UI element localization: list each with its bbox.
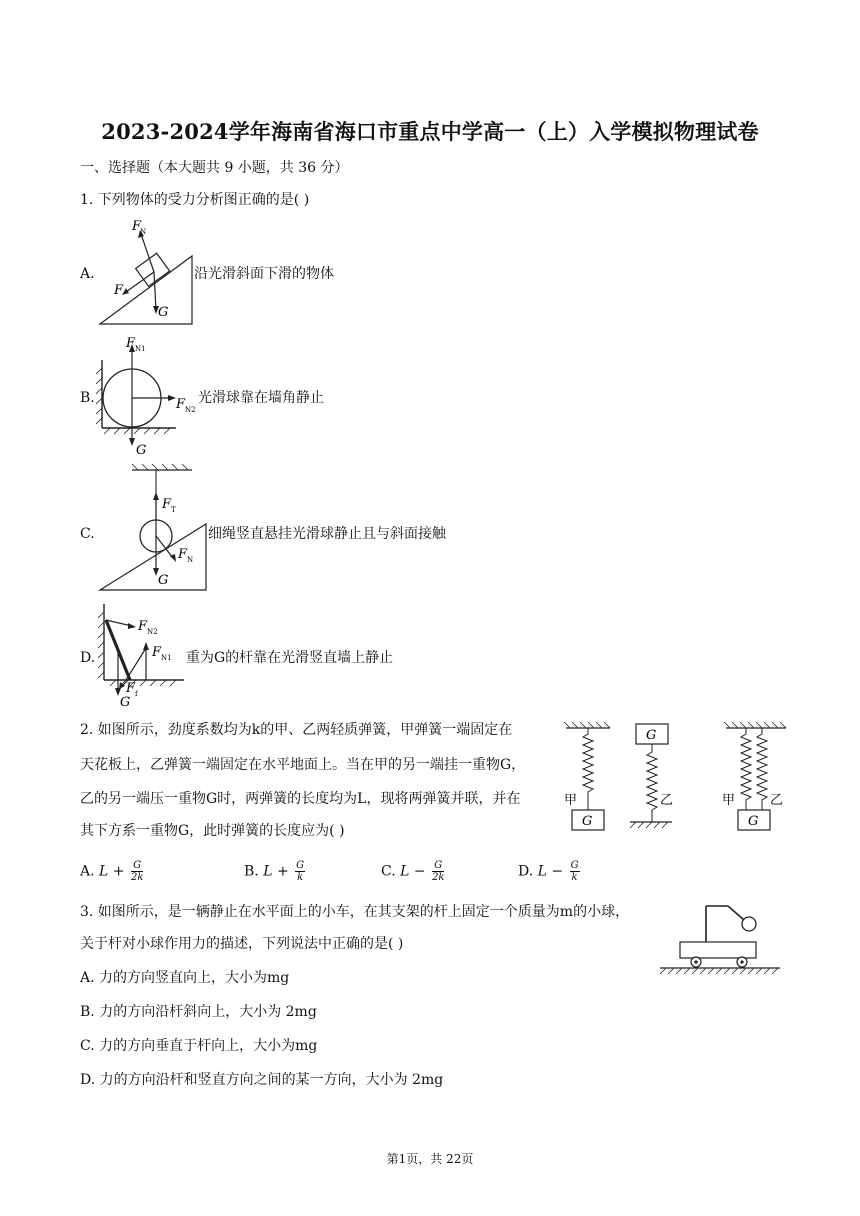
label-ff-sub: f bbox=[135, 690, 138, 698]
label-fn2-sub: N2 bbox=[185, 406, 196, 414]
q2-option-b: B. L + $\frac{G}{k}$ bbox=[244, 860, 305, 883]
label-fn2-sub: N2 bbox=[147, 628, 158, 636]
q2-line-3: 乙的另一端压一重物G时，两弹簧的长度均为L，现将两弹簧并联，并在 bbox=[80, 791, 521, 807]
page-footer: 第1页，共 22页 bbox=[386, 1152, 474, 1166]
q1-option-b-letter: B. bbox=[80, 390, 95, 406]
label-fn1-sub: N1 bbox=[161, 654, 172, 662]
q2-line-1: 2. 如图所示，劲度系数均为k的甲、乙两轻质弹簧，甲弹簧一端固定在 bbox=[80, 722, 513, 738]
q1-figure-d bbox=[96, 600, 188, 712]
q1-option-b-text: 光滑球靠在墙角静止 bbox=[198, 390, 324, 406]
label-ft: F bbox=[162, 497, 172, 512]
section-heading: 一、选择题（本大题共 9 小题，共 36 分） bbox=[80, 160, 349, 176]
q2-figure-springs bbox=[560, 718, 792, 836]
q3-figure-cart bbox=[656, 900, 784, 980]
q2-line-2: 天花板上，乙弹簧一端固定在水平地面上。当在甲的另一端挂一重物G， bbox=[80, 757, 526, 773]
q3-option-a: A. 力的方向竖直向上，大小为mg bbox=[80, 970, 290, 986]
label-g: G bbox=[748, 814, 759, 829]
label-yi: 乙 bbox=[660, 793, 674, 808]
label-g: G bbox=[646, 728, 657, 743]
label-fn1: F bbox=[152, 645, 162, 660]
q3-option-c: C. 力的方向垂直于杆向上，大小为mg bbox=[80, 1038, 318, 1054]
question-1-stem: 1. 下列物体的受力分析图正确的是( ) bbox=[80, 192, 310, 208]
label-g: G bbox=[120, 695, 131, 710]
label-g: G bbox=[158, 573, 169, 588]
q1-option-a-text: 沿光滑斜面下滑的物体 bbox=[194, 266, 334, 282]
label-jia: 甲 bbox=[722, 793, 736, 808]
q1-option-a-letter: A. bbox=[80, 266, 95, 282]
label-fn2: F bbox=[138, 619, 148, 634]
q2-line-4: 其下方系一重物G，此时弹簧的长度应为( ) bbox=[80, 823, 345, 839]
q2-option-c: C. L − $\frac{G}{2k}$ bbox=[381, 860, 445, 883]
q3-line-1: 3. 如图所示，是一辆静止在水平面上的小车，在其支架的杆上固定一个质量为m的小球， bbox=[80, 904, 630, 920]
q1-option-c-letter: C. bbox=[80, 526, 95, 542]
q1-option-c-text: 细绳竖直悬挂光滑球静止且与斜面接触 bbox=[208, 526, 446, 542]
label-ff: F bbox=[126, 681, 136, 696]
label-fn: F bbox=[178, 547, 188, 562]
label-ft-sub: T bbox=[171, 506, 176, 514]
label-f: F bbox=[114, 283, 124, 298]
label-g: G bbox=[136, 443, 147, 458]
q1-option-d-text: 重为G的杆靠在光滑竖直墙上静止 bbox=[186, 650, 394, 666]
q1-option-d-letter: D. bbox=[80, 650, 96, 666]
q2-option-d: D. L − $\frac{G}{k}$ bbox=[518, 860, 579, 883]
label-fn1-sub: N1 bbox=[135, 345, 146, 353]
q1-figure-b bbox=[96, 334, 206, 460]
page-title: 2023-2024学年海南省海口市重点中学高一（上）入学模拟物理试卷 bbox=[101, 119, 759, 144]
q3-option-b: B. 力的方向沿杆斜向上，大小为 2mg bbox=[80, 1004, 317, 1020]
q1-figure-a bbox=[96, 212, 196, 328]
label-fn2: F bbox=[176, 397, 186, 412]
q3-option-d: D. 力的方向沿杆和竖直方向之间的某一方向，大小为 2mg bbox=[80, 1072, 444, 1088]
label-jia: 甲 bbox=[564, 793, 578, 808]
q3-line-2: 关于杆对小球作用力的描述，下列说法中正确的是( ) bbox=[80, 936, 404, 952]
label-fn: F bbox=[132, 219, 142, 234]
label-fn1: F bbox=[126, 336, 136, 351]
label-fn-sub: N bbox=[140, 228, 147, 236]
label-fn-sub: N bbox=[187, 556, 194, 564]
label-g: G bbox=[582, 814, 593, 829]
label-g: G bbox=[158, 305, 169, 320]
q1-figure-c bbox=[96, 464, 208, 594]
label-yi: 乙 bbox=[770, 793, 784, 808]
q2-option-a: A. L + $\frac{G}{2k}$ bbox=[80, 860, 144, 883]
